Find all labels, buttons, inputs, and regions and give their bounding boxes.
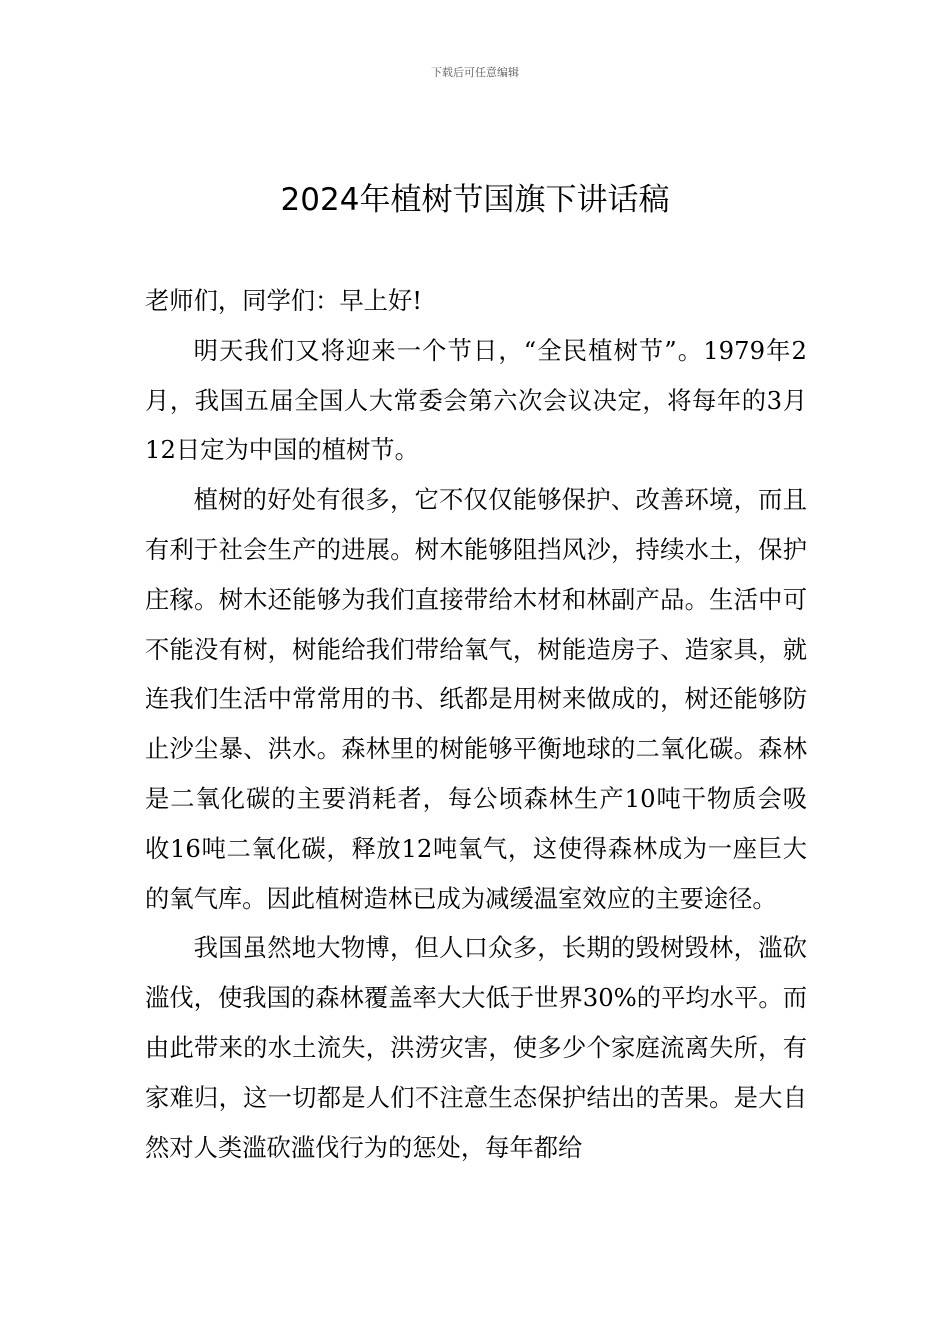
paragraph-3: 我国虽然地大物博，但人口众多，长期的毁树毁林，滥砍滥伐，使我国的森林覆盖率大大低于世界30%的平均水平。而由此带来的水土流失，洪涝灾害，使多少个家庭流离失所，有家难归，这一切都是人们不注意生态保护结出的苦果。是大自然对人类滥砍滥伐行为的惩处，每年都给 <box>145 933 807 1162</box>
document-body <box>145 276 807 1172</box>
paragraph-2: 植树的好处有很多，它不仅仅能够保护、改善环境，而且有利于社会生产的进展。树木能够阻挡风沙，持续水土，保护庄稼。树木还能够为我们直接带给木材和林副产品。生活中可不能没有树，树能给我们带给氧气，树能造房子、造家具，就连我们生活中常常用的书、纸都是用树来做成的，树还能够防止沙尘暴、洪水。森林里的树能够平衡地球的二氧化碳。森林是二氧化碳的主要消耗者，每公顷森林生产10吨干物质会吸收16吨二氧化碳，释放12吨氧气，这使得森林成为一座巨大的氧气库。因此植树造林已成为减缓温室效应的主要途径。 <box>145 485 807 913</box>
page-header-note: 下载后可任意编辑 <box>431 66 519 79</box>
document-title: 2024年植树节国旗下讲话稿 <box>280 182 670 218</box>
greeting-line: 老师们，同学们：早上好! <box>145 286 423 315</box>
paragraph-1: 明天我们又将迎来一个节日，“全民植树节”。1979年2月，我国五届全国人大常委会第六次会议决定，将每年的3月12日定为中国的植树节。 <box>145 335 807 465</box>
